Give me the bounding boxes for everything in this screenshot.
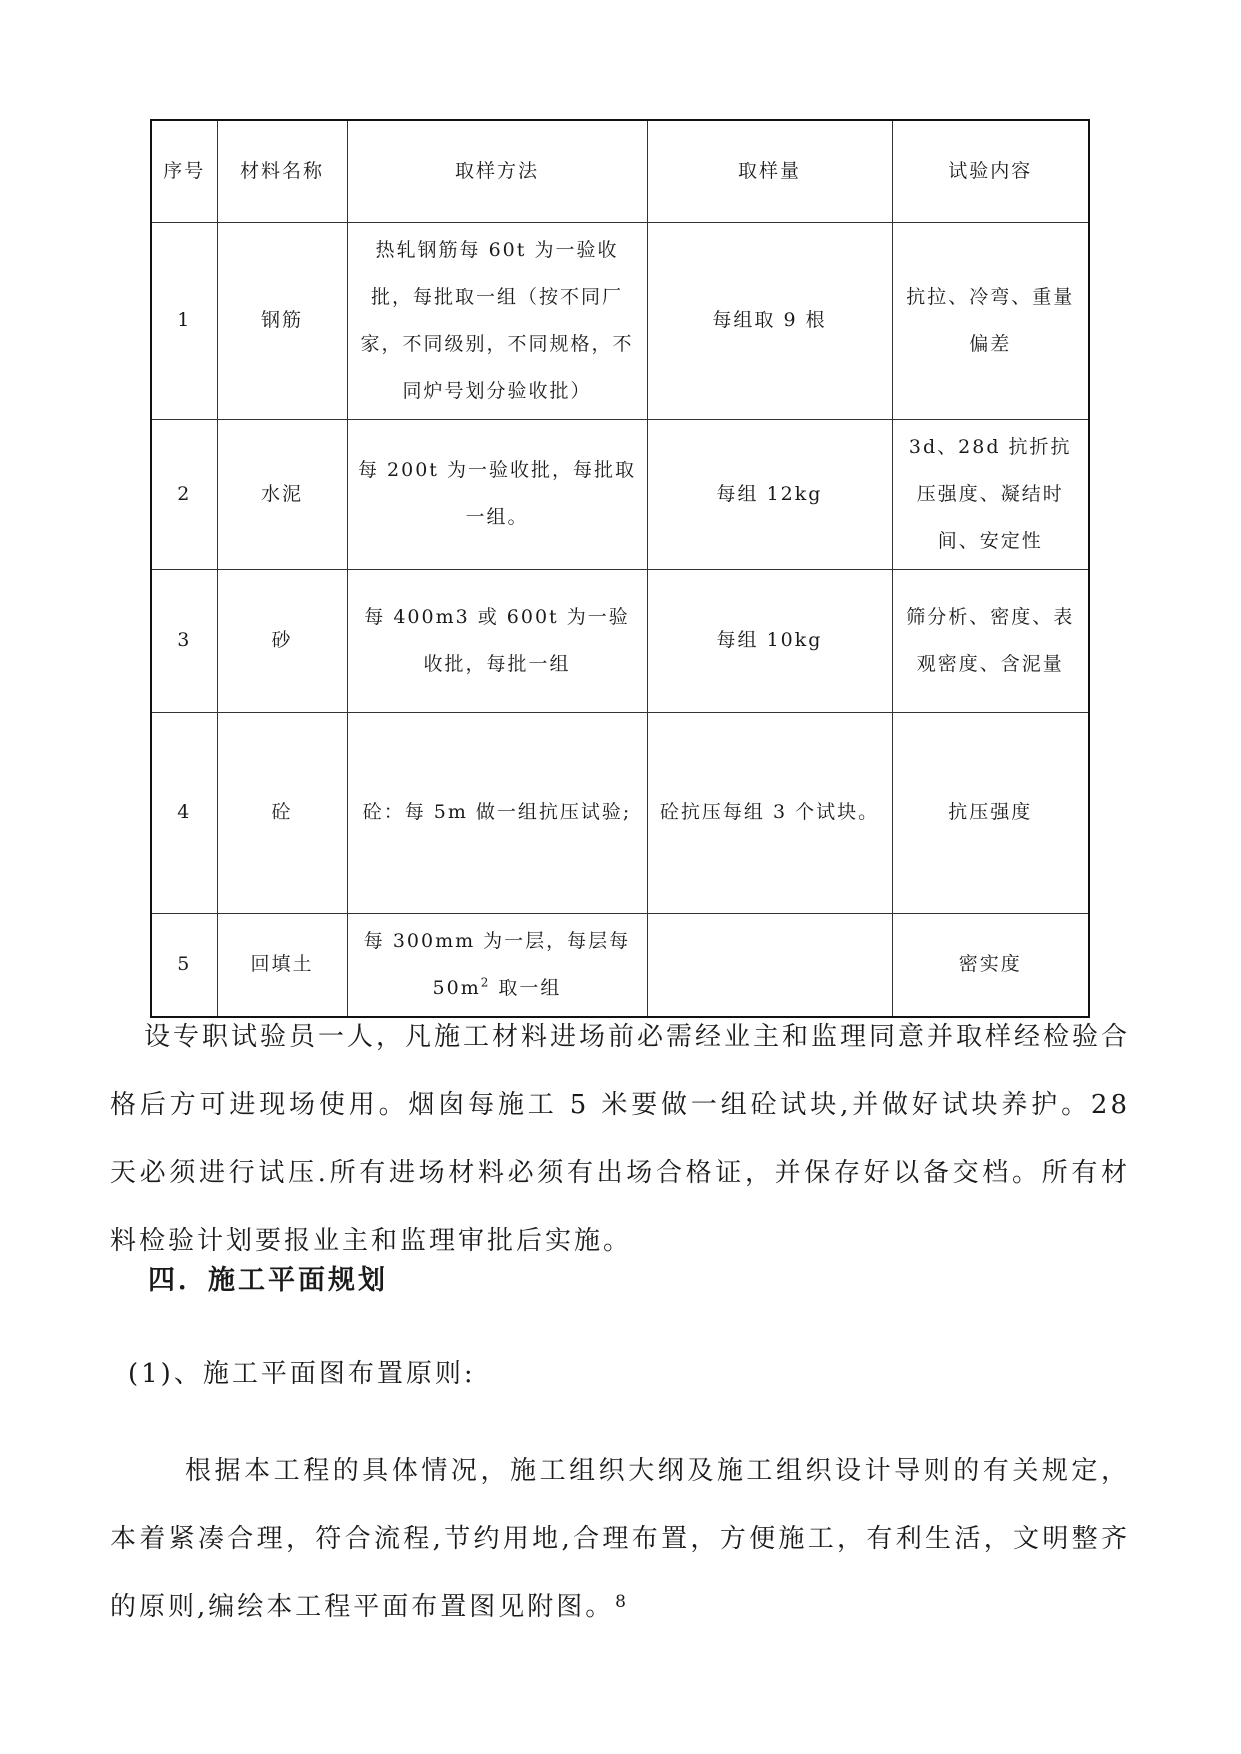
table-row <box>151 222 1089 419</box>
header-seq: 序号 <box>151 120 217 222</box>
cell-seq: 5 <box>151 913 217 1017</box>
cell-method <box>347 913 647 1017</box>
cell-method-line-1: 每 300mm 为一层，每层每 <box>363 929 631 952</box>
cell-material: 钢筋 <box>217 222 347 419</box>
cell-method-superscript: 2 <box>480 975 491 990</box>
cell-seq: 1 <box>151 222 217 419</box>
cell-method: 砼：每 5m 做一组抗压试验; <box>347 712 647 913</box>
header-amount: 取样量 <box>647 120 892 222</box>
cell-material: 水泥 <box>217 419 347 569</box>
cell-content: 3d、28d 抗折抗压强度、凝结时间、安定性 <box>892 419 1089 569</box>
cell-amount: 砼抗压每组 3 个试块。 <box>647 712 892 913</box>
cell-material: 砼 <box>217 712 347 913</box>
subheading: (1)、施工平面图布置原则: <box>128 1359 476 1389</box>
cell-seq: 4 <box>151 712 217 913</box>
cell-content: 抗拉、冷弯、重量偏差 <box>892 222 1089 419</box>
cell-content: 密实度 <box>892 913 1089 1017</box>
header-method: 取样方法 <box>347 120 647 222</box>
cell-method-line-2-post: 取一组 <box>490 976 562 999</box>
cell-amount: 每组 10kg <box>647 569 892 712</box>
paragraph-testing-requirements: 设专职试验员一人，凡施工材料进场前必需经业主和监理同意并取样经检验合格后方可进现场使用。烟囱每施工 5 米要做一组砼试块,并做好试块养护。28 天必须进行试压.所有进场材料必须有出场合格证，并保存好以备交档。所有材料检验计划要报业主和监理审批后实施。 <box>110 1022 1131 1256</box>
cell-amount: 每组取 9 根 <box>647 222 892 419</box>
header-content: 试验内容 <box>892 120 1089 222</box>
material-testing-table <box>150 119 1090 1018</box>
paragraph-layout-principles: 根据本工程的具体情况，施工组织大纲及施工组织设计导则的有关规定，本着紧凑合理，符合流程,节约用地,合理布置，方便施工，有利生活，文明整齐的原则,编绘本工程平面布置图见附图。 <box>110 1456 1130 1622</box>
table-row <box>151 419 1089 569</box>
cell-amount <box>647 913 892 1017</box>
page-number: 8 <box>615 1592 626 1612</box>
cell-method: 热轧钢筋每 60t 为一验收批，每批取一组（按不同厂家，不同级别，不同规格，不同炉号划分验收批） <box>347 222 647 419</box>
table-header-row <box>151 120 1089 222</box>
cell-material: 砂 <box>217 569 347 712</box>
table-row <box>151 913 1089 1017</box>
cell-content: 抗压强度 <box>892 712 1089 913</box>
cell-content: 筛分析、密度、表观密度、含泥量 <box>892 569 1089 712</box>
cell-amount: 每组 12kg <box>647 419 892 569</box>
section-heading: 四．施工平面规划 <box>148 1265 388 1296</box>
table-row <box>151 712 1089 913</box>
cell-method-line-2-pre: 50m <box>432 976 481 999</box>
cell-method: 每 400m3 或 600t 为一验收批，每批一组 <box>347 569 647 712</box>
table-row <box>151 569 1089 712</box>
cell-seq: 3 <box>151 569 217 712</box>
cell-method: 每 200t 为一验收批，每批取一组。 <box>347 419 647 569</box>
header-material: 材料名称 <box>217 120 347 222</box>
cell-material: 回填土 <box>217 913 347 1017</box>
cell-seq: 2 <box>151 419 217 569</box>
